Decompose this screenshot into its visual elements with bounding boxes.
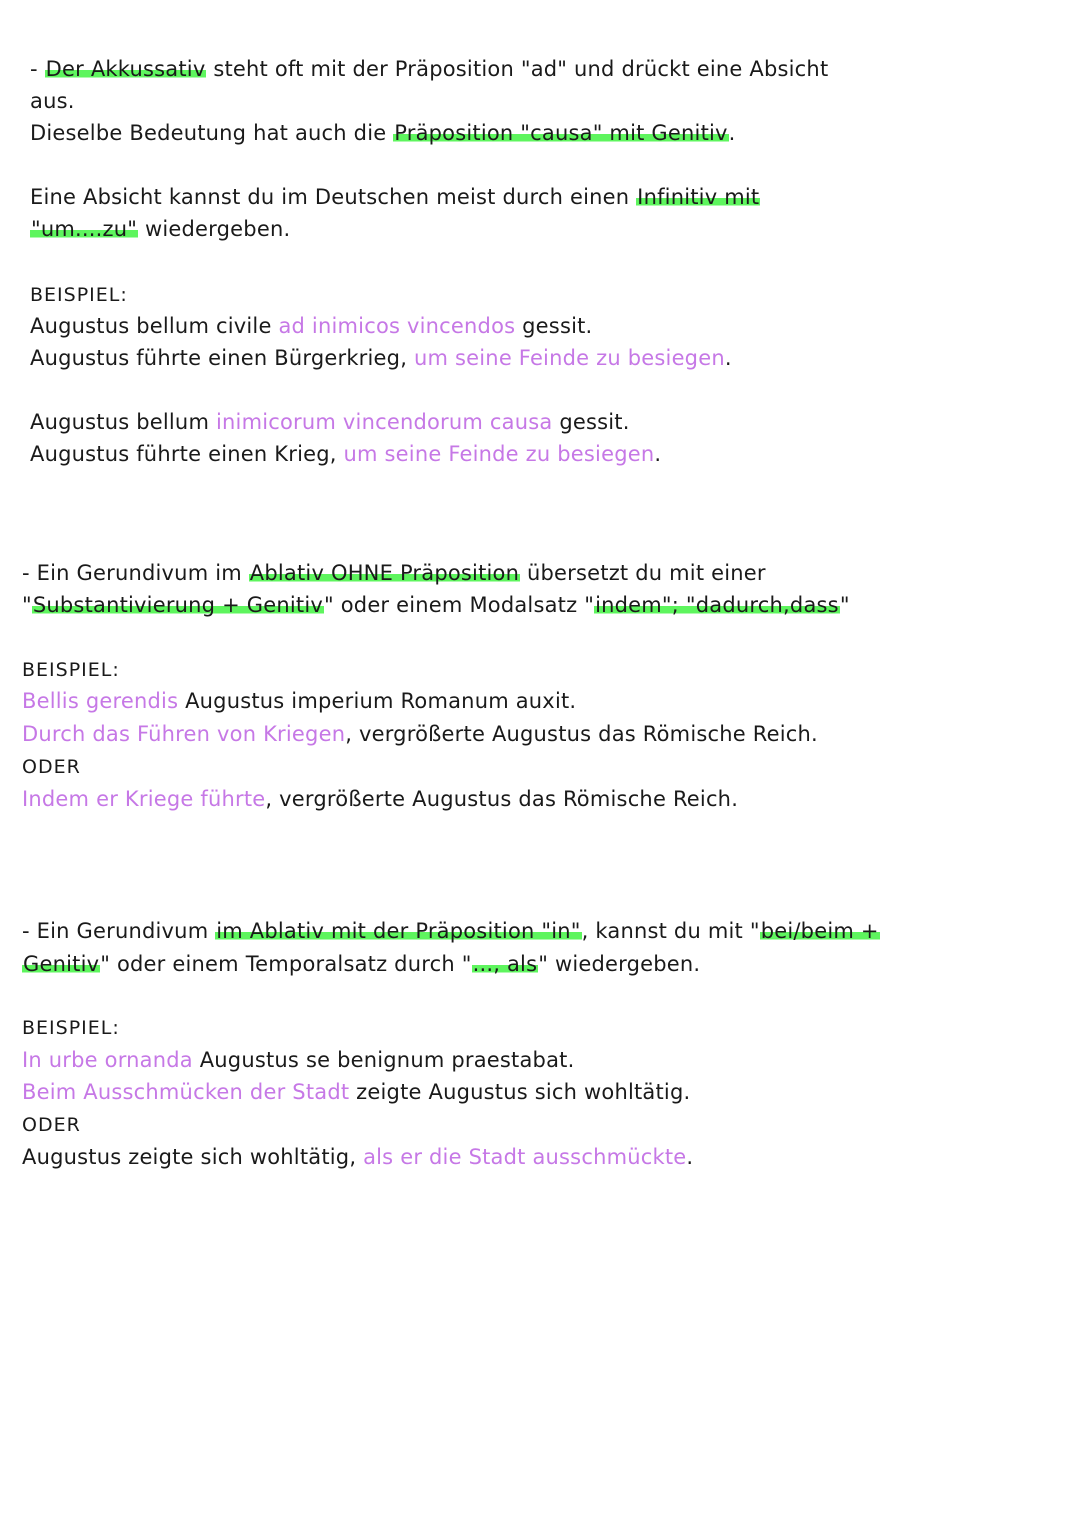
s3-example-latin: In urbe ornanda Augustus se benignum praestabat. xyxy=(22,1048,575,1072)
s2-beispiel-heading: BEISPIEL: xyxy=(22,659,120,681)
s3-beispiel-heading: BEISPIEL: xyxy=(22,1017,120,1039)
highlight: Infinitiv mit xyxy=(637,185,760,209)
highlight: ..., als xyxy=(472,952,538,976)
s1-example-1-german: Augustus führte einen Bürgerkrieg, um seine Feinde zu besiegen. xyxy=(30,346,732,370)
s1-example-2-latin: Augustus bellum inimicorum vincendorum causa gessit. xyxy=(30,410,630,434)
s2-line-2: "Substantivierung + Genitiv" oder einem Modalsatz "indem"; "dadurch,dass" xyxy=(22,593,850,617)
s3-example-alt: Augustus zeigte sich wohltätig, als er die Stadt ausschmückte. xyxy=(22,1145,694,1169)
s1-line-4: Eine Absicht kannst du im Deutschen meist durch einen Infinitiv mit xyxy=(30,185,760,209)
highlight: Ablativ OHNE Präposition xyxy=(249,561,520,585)
s2-example-german: Durch das Führen von Kriegen, vergrößerte Augustus das Römische Reich. xyxy=(22,722,818,746)
s1-line-1: - Der Akkussativ steht oft mit der Präposition "ad" und drückt eine Absicht xyxy=(30,57,829,81)
highlight: Präposition "causa" mit Genitiv xyxy=(394,121,728,145)
s3-line-1: - Ein Gerundivum im Ablativ mit der Präposition "in", kannst du mit "bei/beim + xyxy=(22,919,879,943)
s1-beispiel-heading: BEISPIEL: xyxy=(30,284,128,306)
highlight: bei/beim + xyxy=(760,919,879,943)
highlight: im Ablativ mit der Präposition "in" xyxy=(216,919,581,943)
s1-line-5: "um....zu" wiedergeben. xyxy=(31,217,291,241)
s1-line-2: aus. xyxy=(30,89,75,113)
s3-example-german: Beim Ausschmücken der Stadt zeigte Augustus sich wohltätig. xyxy=(22,1080,691,1104)
s3-oder: ODER xyxy=(22,1114,81,1136)
s2-line-1: - Ein Gerundivum im Ablativ OHNE Präposition übersetzt du mit einer xyxy=(22,561,766,585)
s2-example-alt: Indem er Kriege führte, vergrößerte Augustus das Römische Reich. xyxy=(22,787,739,811)
s2-example-latin: Bellis gerendis Augustus imperium Romanum auxit. xyxy=(22,689,577,713)
s3-line-2: Genitiv" oder einem Temporalsatz durch "..., als" wiedergeben. xyxy=(23,952,701,976)
highlight: Genitiv xyxy=(23,952,100,976)
highlight: Der Akkussativ xyxy=(45,57,206,81)
s2-oder: ODER xyxy=(22,756,81,778)
s1-example-1-latin: Augustus bellum civile ad inimicos vincendos gessit. xyxy=(30,314,593,338)
s1-line-3: Dieselbe Bedeutung hat auch die Präposition "causa" mit Genitiv. xyxy=(30,121,736,145)
highlight: indem"; "dadurch,dass xyxy=(595,593,839,617)
highlight: Substantivierung + Genitiv xyxy=(32,593,323,617)
s1-example-2-german: Augustus führte einen Krieg, um seine Feinde zu besiegen. xyxy=(30,442,662,466)
highlight: "um....zu" xyxy=(31,217,138,241)
